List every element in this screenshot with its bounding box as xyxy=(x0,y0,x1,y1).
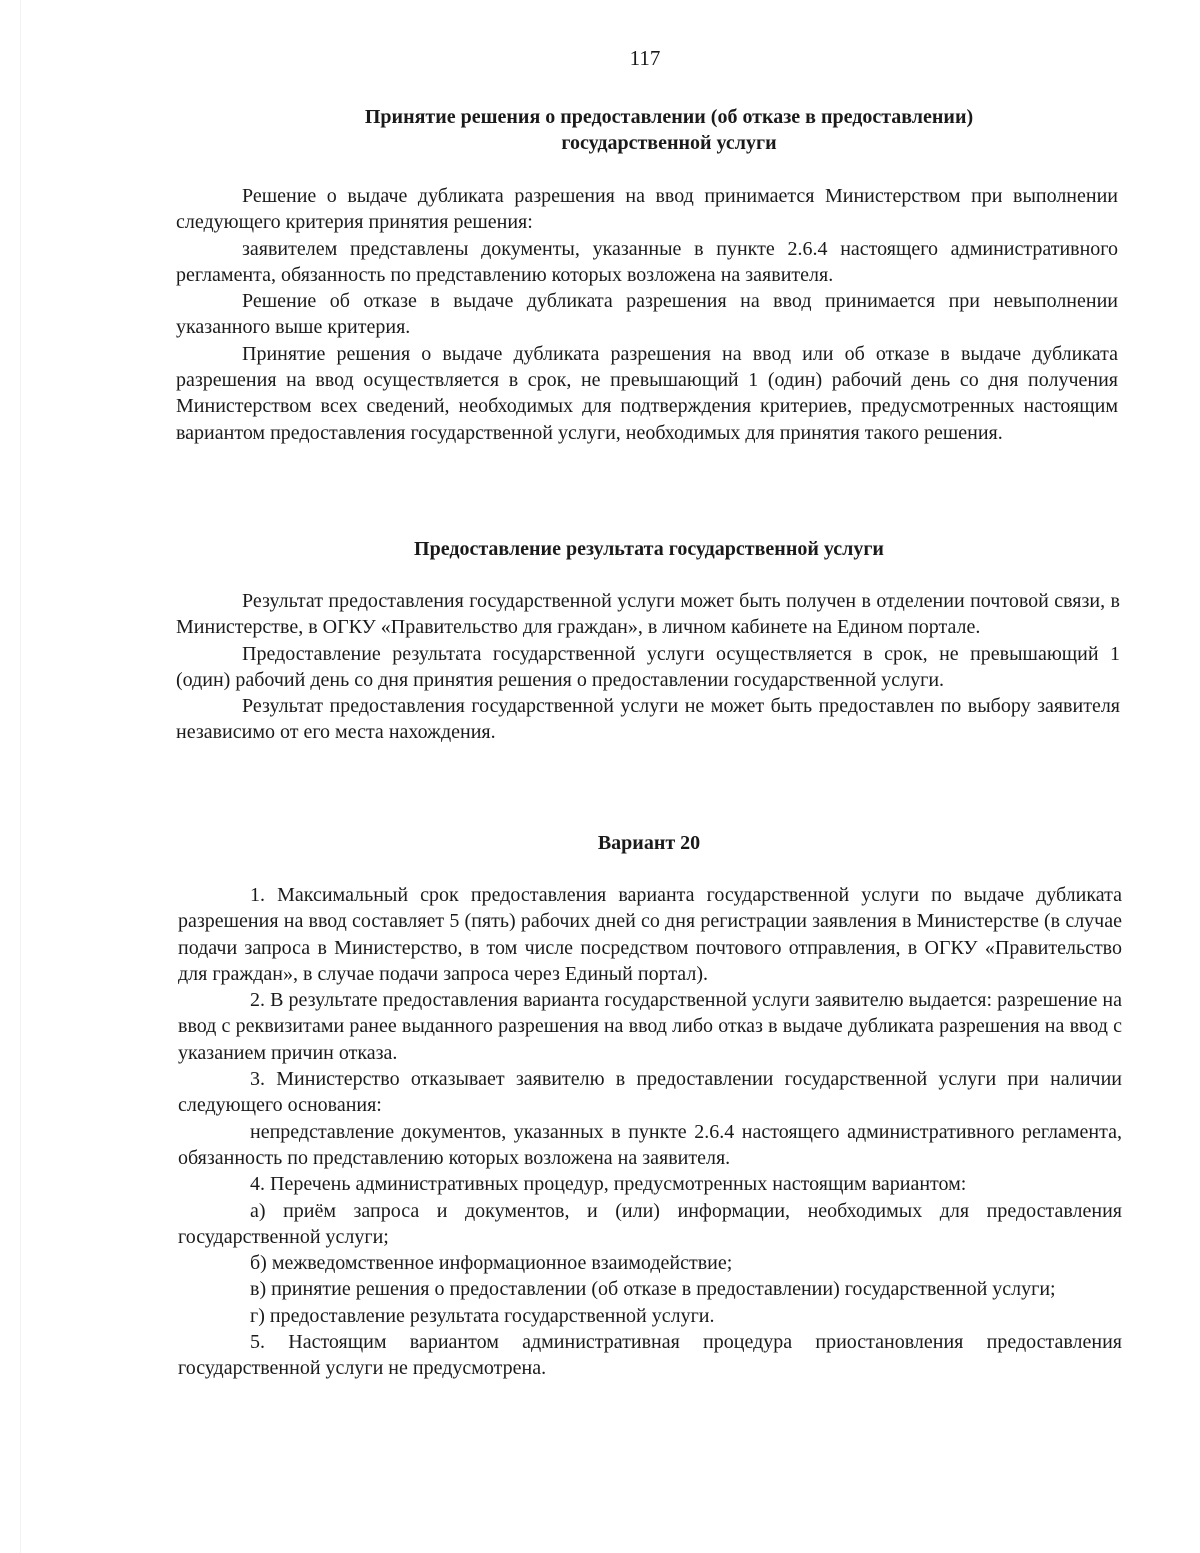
scan-edge xyxy=(20,0,21,1553)
paragraph: Решение об отказе в выдаче дубликата разрешения на ввод принимается при невыполнении указанного выше критерия. xyxy=(176,290,1118,339)
list-item: б) межведомственное информационное взаимодействие; xyxy=(250,1252,733,1275)
paragraph: заявителем представлены документы, указанные в пункте 2.6.4 настоящего административного регламента, обязанность по представлению которых возложена на заявителя. xyxy=(176,237,1118,286)
numbered-item: 2. В результате предоставления варианта государственной услуги заявителю выдается: разрешение на ввод с реквизитами ранее выданного разрешения на ввод либо отказ в выдаче дубликата разрешения на ввод с указанием причин отказа. xyxy=(178,989,1122,1064)
paragraph: Предоставление результата государственной услуги осуществляется в срок, не превышающий 1 (один) рабочий день со дня принятия решения о предоставлении государственной услуги. xyxy=(176,642,1120,691)
numbered-item: 5. Настоящим вариантом административная процедура приостановления предоставления государственной услуги не предусмотрена. xyxy=(178,1331,1122,1380)
section-decision-heading-line2: государственной услуги xyxy=(561,132,777,154)
section-decision xyxy=(176,104,1122,156)
paragraph: непредставление документов, указанных в пункте 2.6.4 настоящего административного регламента, обязанность по представлению которых возложена на заявителя. xyxy=(178,1120,1122,1169)
numbered-item: 4. Перечень административных процедур, предусмотренных настоящим вариантом: xyxy=(250,1173,967,1196)
numbered-item: 1. Максимальный срок предоставления варианта государственной услуги по выдаче дубликата разрешения на ввод составляет 5 (пять) рабочих дней со дня регистрации заявления в Министерстве (в случае подачи запроса в Министерство, в том числе посредством почтового отправления, в ОГКУ «Правительство для граждан», в случае подачи запроса через Единый портал). xyxy=(178,884,1122,985)
section-variant-body xyxy=(178,882,1122,1382)
section-result xyxy=(176,536,1122,562)
list-item: в) принятие решения о предоставлении (об отказе в предоставлении) государственной услуги; xyxy=(250,1278,1056,1301)
section-variant xyxy=(176,830,1122,856)
section-result-heading: Предоставление результата государственной услуги xyxy=(414,538,884,560)
section-decision-heading-line1: Принятие решения о предоставлении (об отказе в предоставлении) xyxy=(364,106,974,128)
page-number: 117 xyxy=(629,46,661,70)
list-item: а) приём запроса и документов, и (или) информации, необходимых для предоставления государственной услуги; xyxy=(178,1199,1122,1248)
paragraph: Результат предоставления государственной услуги может быть получен в отделении почтовой связи, в Министерстве, в ОГКУ «Правительство для граждан», в личном кабинете на Едином портале. xyxy=(176,590,1120,639)
paragraph: Принятие решения о выдаче дубликата разрешения на ввод или об отказе в выдаче дубликата разрешения на ввод осуществляется в срок, не превышающий 1 (один) рабочий день со дня получения Министерством всех сведений, необходимых для подтверждения критериев, предусмотренных настоящим вариантом предоставления государственной услуги, необходимых для принятия такого решения. xyxy=(176,342,1118,444)
section-variant-heading: Вариант 20 xyxy=(597,832,701,854)
list-item: г) предоставление результата государственной услуги. xyxy=(250,1304,715,1327)
section-result-body xyxy=(176,588,1120,746)
paragraph: Результат предоставления государственной услуги не может быть предоставлен по выбору заявителя независимо от его места нахождения. xyxy=(176,695,1120,744)
paragraph: Решение о выдаче дубликата разрешения на ввод принимается Министерством при выполнении следующего критерия принятия решения: xyxy=(176,185,1118,234)
numbered-item: 3. Министерство отказывает заявителю в предоставлении государственной услуги при наличии следующего основания: xyxy=(178,1068,1122,1117)
section-decision-body xyxy=(176,183,1118,446)
